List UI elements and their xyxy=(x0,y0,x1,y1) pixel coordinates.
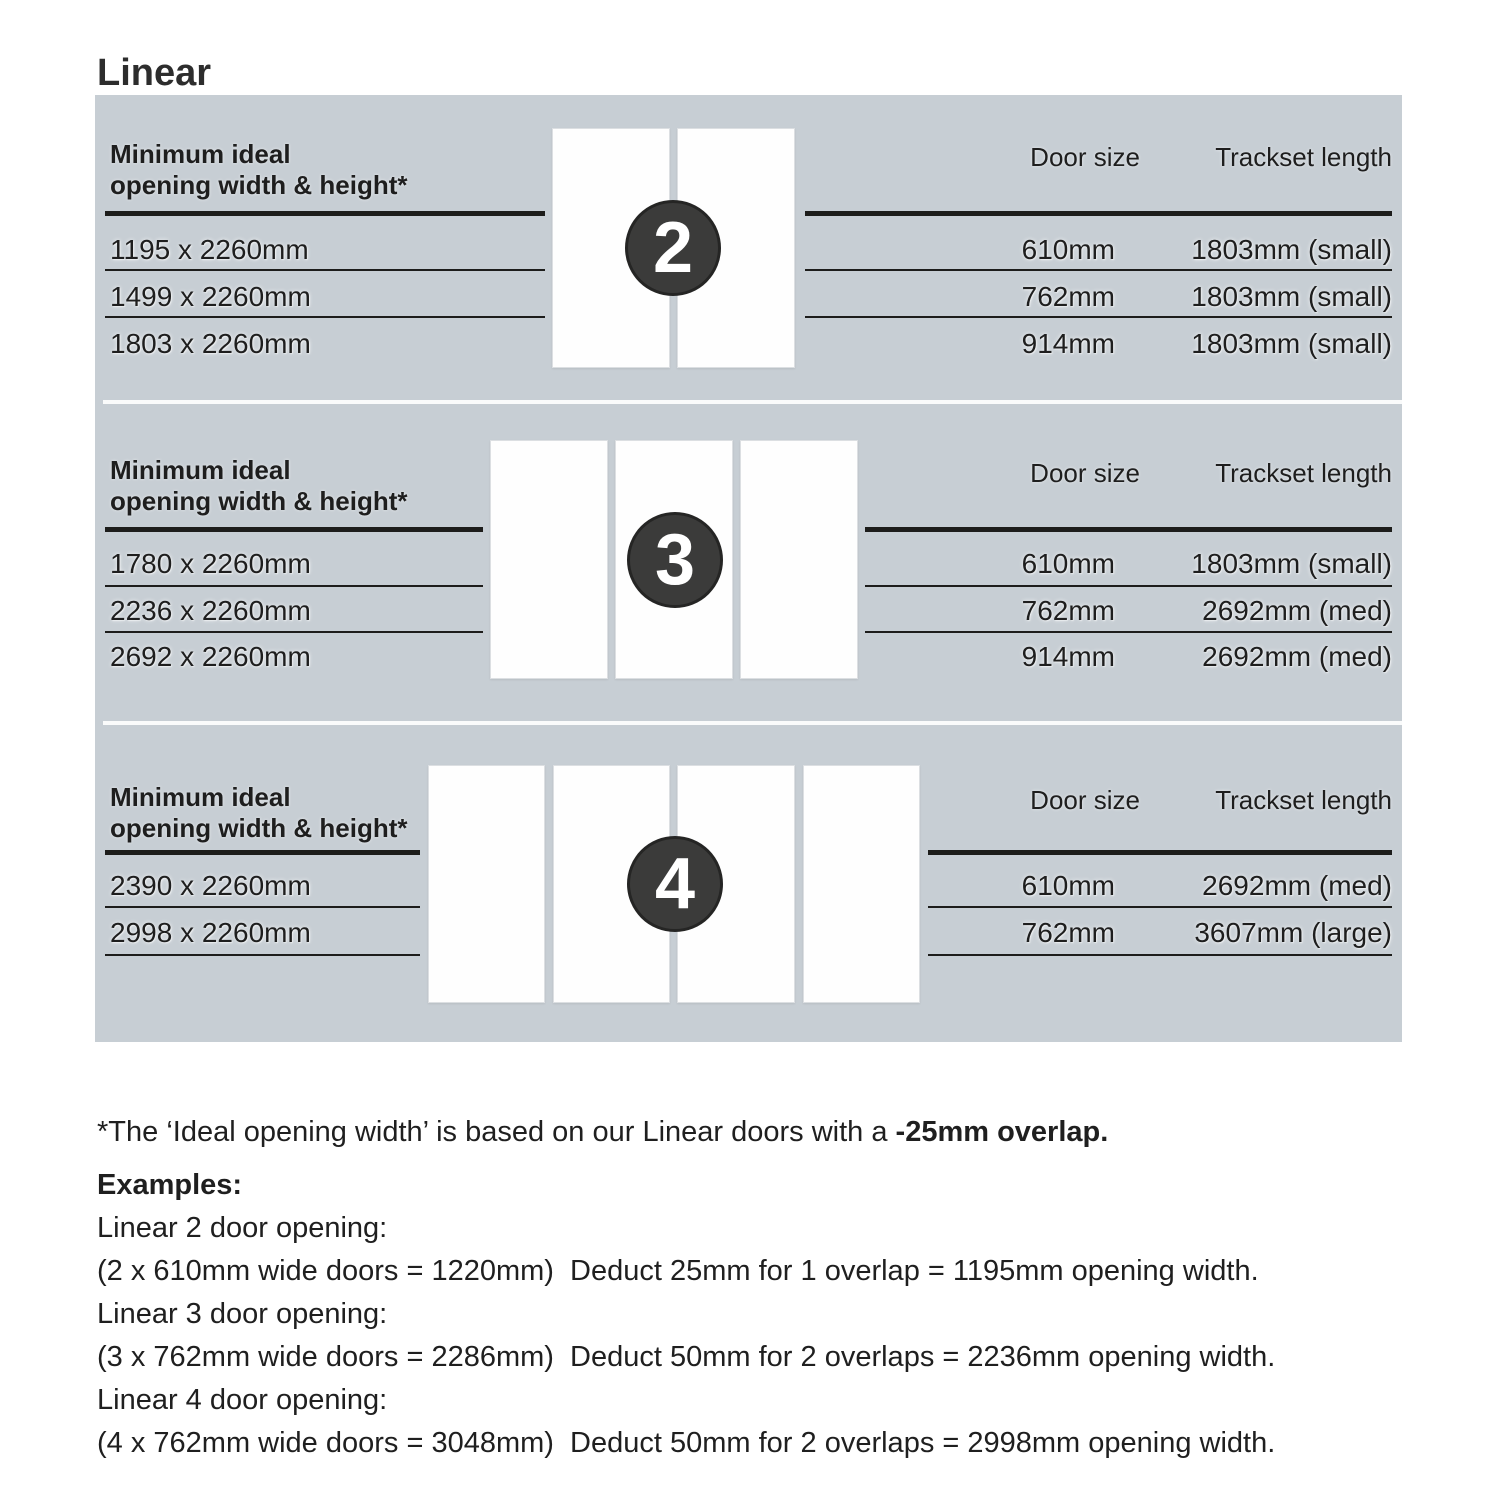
door-panel xyxy=(428,765,545,1003)
header-rule xyxy=(805,211,1392,216)
example-label: Linear 2 door opening: xyxy=(97,1212,388,1244)
row-divider xyxy=(805,269,1392,271)
spec-panel xyxy=(95,95,1402,1042)
trackset-length-value: 1803mm (small) xyxy=(1191,234,1392,265)
header-rule xyxy=(105,850,420,855)
right-table-header xyxy=(805,785,1392,815)
header-rule xyxy=(865,527,1392,532)
row-divider xyxy=(105,954,420,956)
door-size-column-header: Door size xyxy=(1030,458,1140,488)
opening-size-value: 2390 x 2260mm xyxy=(110,870,311,901)
section-divider xyxy=(103,400,1402,404)
door-size-column-header: Door size xyxy=(1030,142,1140,172)
page-title: Linear xyxy=(97,52,212,95)
door-size-value: 610mm xyxy=(1021,234,1115,265)
row-divider xyxy=(105,631,483,633)
row-divider xyxy=(928,954,1392,956)
row-divider xyxy=(865,631,1392,633)
section-divider xyxy=(103,721,1402,725)
table-row xyxy=(805,328,1392,360)
trackset-length-value: 1803mm (small) xyxy=(1191,281,1392,312)
example-detail: (3 x 762mm wide doors = 2286mm) Deduct 50mm for 2 overlaps = 2236mm opening width. xyxy=(97,1341,1276,1373)
table-row xyxy=(805,548,1392,580)
door-size-value: 914mm xyxy=(1021,328,1115,359)
door-size-value: 762mm xyxy=(1021,917,1115,948)
row-divider xyxy=(928,906,1392,908)
door-panel xyxy=(490,440,608,679)
header-rule xyxy=(928,850,1392,855)
opening-size-value: 1803 x 2260mm xyxy=(110,328,311,359)
row-divider xyxy=(865,585,1392,587)
trackset-length-value: 1803mm (small) xyxy=(1191,548,1392,579)
table-row xyxy=(805,917,1392,949)
examples-block xyxy=(97,1164,1275,1465)
footnote: *The ‘Ideal opening width’ is based on our Linear doors with a -25mm overlap. xyxy=(97,1116,1109,1148)
footnote-bold: -25mm overlap. xyxy=(895,1116,1109,1148)
opening-size-header: Minimum ideal opening width & height* xyxy=(110,455,408,516)
door-size-value: 762mm xyxy=(1021,281,1115,312)
trackset-length-value: 1803mm (small) xyxy=(1191,328,1392,359)
right-table-header xyxy=(805,458,1392,488)
examples-heading: Examples: xyxy=(97,1169,243,1201)
example-detail: (2 x 610mm wide doors = 1220mm) Deduct 25mm for 1 overlap = 1195mm opening width. xyxy=(97,1255,1259,1287)
row-divider xyxy=(105,269,545,271)
door-size-value: 914mm xyxy=(1021,641,1115,672)
door-count-badge: 4 xyxy=(627,836,723,932)
trackset-length-column-header: Trackset length xyxy=(1215,785,1392,815)
example-label: Linear 3 door opening: xyxy=(97,1298,388,1330)
row-divider xyxy=(805,316,1392,318)
trackset-length-value: 3607mm (large) xyxy=(1194,917,1392,948)
opening-size-value: 1499 x 2260mm xyxy=(110,281,311,312)
table-row xyxy=(805,234,1392,266)
header-rule xyxy=(105,527,483,532)
header-rule xyxy=(105,211,545,216)
opening-size-value: 2692 x 2260mm xyxy=(110,641,311,672)
right-table-header xyxy=(805,142,1392,172)
opening-size-value: 1780 x 2260mm xyxy=(110,548,311,579)
row-divider xyxy=(105,316,545,318)
table-row xyxy=(805,595,1392,627)
trackset-length-value: 2692mm (med) xyxy=(1202,870,1392,901)
trackset-length-value: 2692mm (med) xyxy=(1202,595,1392,626)
row-divider xyxy=(105,585,483,587)
trackset-length-column-header: Trackset length xyxy=(1215,458,1392,488)
example-label: Linear 4 door opening: xyxy=(97,1384,388,1416)
table-row xyxy=(805,641,1392,673)
opening-size-header: Minimum ideal opening width & height* xyxy=(110,139,408,200)
example-detail: (4 x 762mm wide doors = 3048mm) Deduct 50mm for 2 overlaps = 2998mm opening width. xyxy=(97,1427,1276,1459)
row-divider xyxy=(105,906,420,908)
door-size-value: 610mm xyxy=(1021,870,1115,901)
opening-size-value: 2998 x 2260mm xyxy=(110,917,311,948)
door-size-value: 762mm xyxy=(1021,595,1115,626)
door-size-value: 610mm xyxy=(1021,548,1115,579)
opening-size-header: Minimum ideal opening width & height* xyxy=(110,782,408,843)
trackset-length-column-header: Trackset length xyxy=(1215,142,1392,172)
table-row xyxy=(805,281,1392,313)
table-row xyxy=(805,870,1392,902)
door-size-column-header: Door size xyxy=(1030,785,1140,815)
trackset-length-value: 2692mm (med) xyxy=(1202,641,1392,672)
opening-size-value: 1195 x 2260mm xyxy=(110,234,309,265)
opening-size-value: 2236 x 2260mm xyxy=(110,595,311,626)
door-count-badge: 2 xyxy=(625,200,721,296)
door-count-badge: 3 xyxy=(627,512,723,608)
